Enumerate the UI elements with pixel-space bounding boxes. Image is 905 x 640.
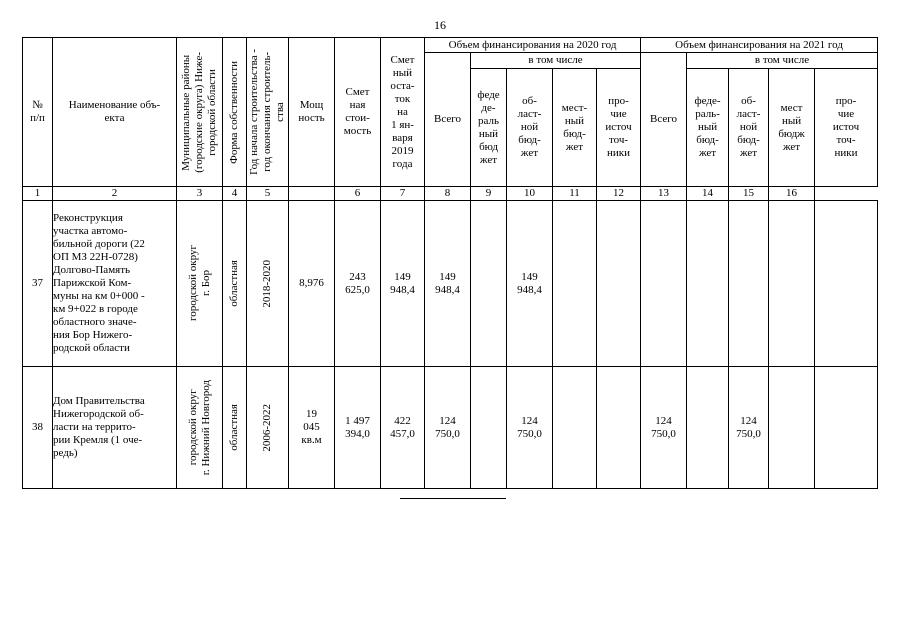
- page-number: 16: [434, 18, 446, 32]
- column-number: 11: [553, 187, 597, 201]
- footer-divider: [400, 498, 506, 499]
- header-capacity: Мощ ность: [289, 38, 335, 187]
- column-number: 5: [247, 187, 289, 201]
- row-ownership: областная: [223, 201, 247, 367]
- row-local-2021: [769, 201, 815, 367]
- construction-table: [22, 37, 878, 489]
- header-other-2021: про- чие источ точ- ники: [815, 69, 878, 187]
- header-ownership: Форма собственности: [223, 38, 247, 187]
- header-estimated-balance: Смет ный оста- ток на 1 ян- варя 2019 года: [381, 38, 425, 187]
- column-number: 4: [223, 187, 247, 201]
- header-name: Наименование объ- екта: [53, 38, 177, 187]
- column-number: 14: [687, 187, 729, 201]
- header-estimated-cost: Смет ная стои- мость: [335, 38, 381, 187]
- row-district: городской округ г. Нижний Новгород: [177, 367, 223, 489]
- row-regional-2020: 149 948,4: [507, 201, 553, 367]
- header-no: № п/п: [23, 38, 53, 187]
- row-other-2020: [597, 201, 641, 367]
- row-no: 37: [23, 201, 53, 367]
- header-district: Муниципальные районы (городские округа) Ниже- городской области: [177, 38, 223, 187]
- column-number: 1: [23, 187, 53, 201]
- header-total-2021: Всего: [641, 53, 687, 187]
- column-number: [289, 187, 335, 201]
- column-number: 8: [425, 187, 471, 201]
- row-local-2021: [769, 367, 815, 489]
- row-name: Дом Правительства Нижегородской об- ласти на террито- рии Кремля (1 оче- редь): [53, 367, 177, 489]
- header-regional-2021: об- ласт- ной бюд- жет: [729, 69, 769, 187]
- column-number: 3: [177, 187, 223, 201]
- header-incl-2020: в том числе: [471, 53, 641, 69]
- column-number: 16: [769, 187, 815, 201]
- row-name: Реконструкция участка автомо- бильной дороги (22 ОП МЗ 22Н-0728) Долгово-Память Парижской Ком- муны на км 0+000 - км 9+022 в городе областного значе- ния Бор Нижего- родской области: [53, 201, 177, 367]
- header-incl-2021: в том числе: [687, 53, 878, 69]
- row-estimated-balance: 149 948,4: [381, 201, 425, 367]
- row-total-2020: 149 948,4: [425, 201, 471, 367]
- row-estimated-cost: 243 625,0: [335, 201, 381, 367]
- row-regional-2021: 124 750,0: [729, 367, 769, 489]
- header-federal-2020: феде де- раль ный бюд жет: [471, 69, 507, 187]
- row-local-2020: [553, 201, 597, 367]
- column-number: 6: [335, 187, 381, 201]
- column-number: 10: [507, 187, 553, 201]
- header-fin-2020: Объем финансирования на 2020 год: [425, 38, 641, 53]
- header-years: Год начала строительства - год окончания строитель- ства: [247, 38, 289, 187]
- row-capacity: 19 045 кв.м: [289, 367, 335, 489]
- row-no: 38: [23, 367, 53, 489]
- table-row: [23, 367, 878, 489]
- row-total-2020: 124 750,0: [425, 367, 471, 489]
- header-other-2020: про- чие источ точ- ники: [597, 69, 641, 187]
- row-estimated-cost: 1 497 394,0: [335, 367, 381, 489]
- row-local-2020: [553, 367, 597, 489]
- header-total-2020: Всего: [425, 53, 471, 187]
- row-federal-2020: [471, 367, 507, 489]
- header-local-2020: мест- ный бюд- жет: [553, 69, 597, 187]
- row-capacity: 8,976: [289, 201, 335, 367]
- header-federal-2021: федe- раль- ный бюд- жет: [687, 69, 729, 187]
- column-number: 12: [597, 187, 641, 201]
- column-number: 9: [471, 187, 507, 201]
- column-number-row: [23, 187, 878, 201]
- row-federal-2021: [687, 201, 729, 367]
- header-fin-2021: Объем финансирования на 2021 год: [641, 38, 878, 53]
- column-number: 15: [729, 187, 769, 201]
- row-federal-2020: [471, 201, 507, 367]
- row-ownership: областная: [223, 367, 247, 489]
- table-row: [23, 201, 878, 367]
- column-number: 7: [381, 187, 425, 201]
- header-regional-2020: об- ласт- ной бюд- жет: [507, 69, 553, 187]
- row-years: 2018-2020: [247, 201, 289, 367]
- row-other-2021: [815, 201, 878, 367]
- row-total-2021: [641, 201, 687, 367]
- column-number: 13: [641, 187, 687, 201]
- header-local-2021: мест ный бюдж жет: [769, 69, 815, 187]
- row-other-2021: [815, 367, 878, 489]
- row-years: 2006-2022: [247, 367, 289, 489]
- row-regional-2021: [729, 201, 769, 367]
- row-other-2020: [597, 367, 641, 489]
- row-district: городской округ г. Бор: [177, 201, 223, 367]
- row-estimated-balance: 422 457,0: [381, 367, 425, 489]
- row-federal-2021: [687, 367, 729, 489]
- row-total-2021: 124 750,0: [641, 367, 687, 489]
- column-number: 2: [53, 187, 177, 201]
- row-regional-2020: 124 750,0: [507, 367, 553, 489]
